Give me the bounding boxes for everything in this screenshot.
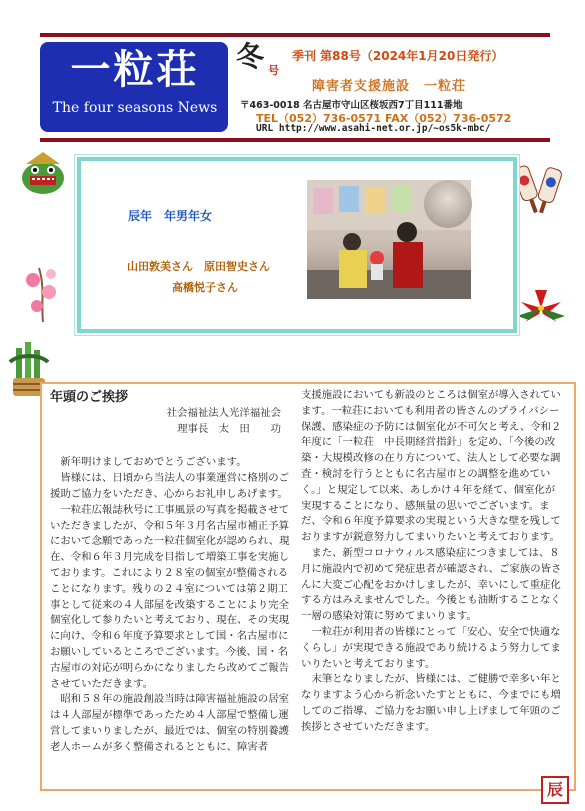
header-bottom-rule (40, 138, 550, 142)
greeting-paragraph: 末筆となりましたが、皆様には、ご健勝で幸多い年となりますよう心から祈念いたすとともに、今までにも増してのご指導、ご協力をお願い申し上げまして年頭のご挨拶とさせていただきます。 (301, 673, 561, 733)
website-url[interactable]: URL http://www.asahi-net.or.jp/~os5k-mbc/ (256, 123, 491, 134)
header-top-rule (40, 33, 550, 37)
portrait-photo (424, 180, 472, 228)
greeting-paragraph: 昭和５８年の施設創設当時は障害福祉施設の居室は４人部屋が標準であったため４人部屋で整備し運営してまいりましたが、最近では、個室の特別養護老人ホームが多く整備されるとともに、障害者 (50, 693, 289, 753)
hagoita-icon (511, 160, 563, 216)
zodiac-corner-mark: 辰 (541, 776, 569, 804)
logo-title: 一粒荘 (70, 47, 200, 93)
greeting-signer: 理事長 太 田 功 (177, 422, 281, 435)
greeting-org: 社会福祉法人光洋福祉会 (166, 406, 281, 419)
logo-subtitle: The four seasons News (52, 100, 218, 116)
facility-name: 障害者支援施設 一粒荘 (312, 79, 467, 94)
season-mark: 冬 (236, 40, 265, 73)
feature-names-line1: 山田敦美さん 原田智史さん (127, 260, 270, 273)
greeting-paragraph: 一粒荘が利用者の皆様にとって「安心、安全で快適なくらし」が実現できる施設であり続けるよう努力してまいりたいと考えております。 (301, 625, 561, 670)
season-suffix: 号 (268, 64, 279, 77)
greeting-paragraph: 皆様には、日頃から当法人の事業運営に格別のご援助ご協力をいただき、心からお礼申しあげます。 (50, 472, 289, 500)
address: 〒463-0018 名古屋市守山区桜坂西7丁目111番地 (240, 100, 463, 111)
issue-info: 季刊 第88号（2024年1月20日発行） (292, 49, 504, 63)
greeting-paragraph: 支援施設においても新設のところは個室が導入されています。一粒荘においても利用者の皆さんのプライバシー保護、感染症の予防には個室化が不可欠と考え、令和２年度に「一粒荘 中長期経営指針」を定め、「今後の改築・大規模改修の在り方について、法人として必要な調査・検討を行うとともに名古屋市との調整を進めていく。」と規定して以来、あしかけ４年を経て、個室化が実現することになり、感無量の思いでございます。まだ、令和６年度予算要求の実現という大きな壁を残しておりますが鋭意努力してまいりたいと考えております。 (301, 389, 562, 544)
poinsettia-icon (515, 288, 567, 328)
greeting-paragraph: 一粒荘広報誌秋号に工事風景の写真を掲載させていただきましたが、令和５年３月名古屋市補正予算において念願であった一粒荘個室化が認められ、現在、令和６年３月完成を目指して増築工事を実施しております。これにより２８室の個室が整備されることになります。残りの２４室については第２期工事として従来の４人部屋を改築することにより完全個室化して参りたいと考えており、現在、その実現に向け、令和６年度予算要求として国・名古屋市にお願いしているところでございます。今後、国・名古屋市の対応が明らかになりましたら改めてご報告させていただきます。 (50, 503, 290, 690)
shishimai-icon (18, 150, 68, 198)
greeting-column-right (301, 388, 563, 736)
greeting-paragraph: 新年明けましておめでとうございます。 (60, 456, 247, 469)
feature-names-line2: 高橋悦子さん (172, 281, 238, 294)
greeting-title: 年頭のご挨拶 (50, 390, 129, 405)
contact-tel-fax: TEL（052）736-0571 FAX（052）736-0572 (256, 112, 512, 125)
greeting-paragraph: また、新型コロナウィルス感染症につきましては、８月に施設内で初めて発症患者が確認され、ご家族の皆さんに大変ご心配をおかけしましたが、幸いにして重症化する方はみえませんでした。今後とも油断することなく一層の感染対策に努めてまいります。 (301, 546, 562, 623)
plum-blossom-icon (19, 262, 67, 324)
greeting-column-left (50, 390, 295, 756)
feature-title: 辰年 年男年女 (128, 209, 213, 223)
